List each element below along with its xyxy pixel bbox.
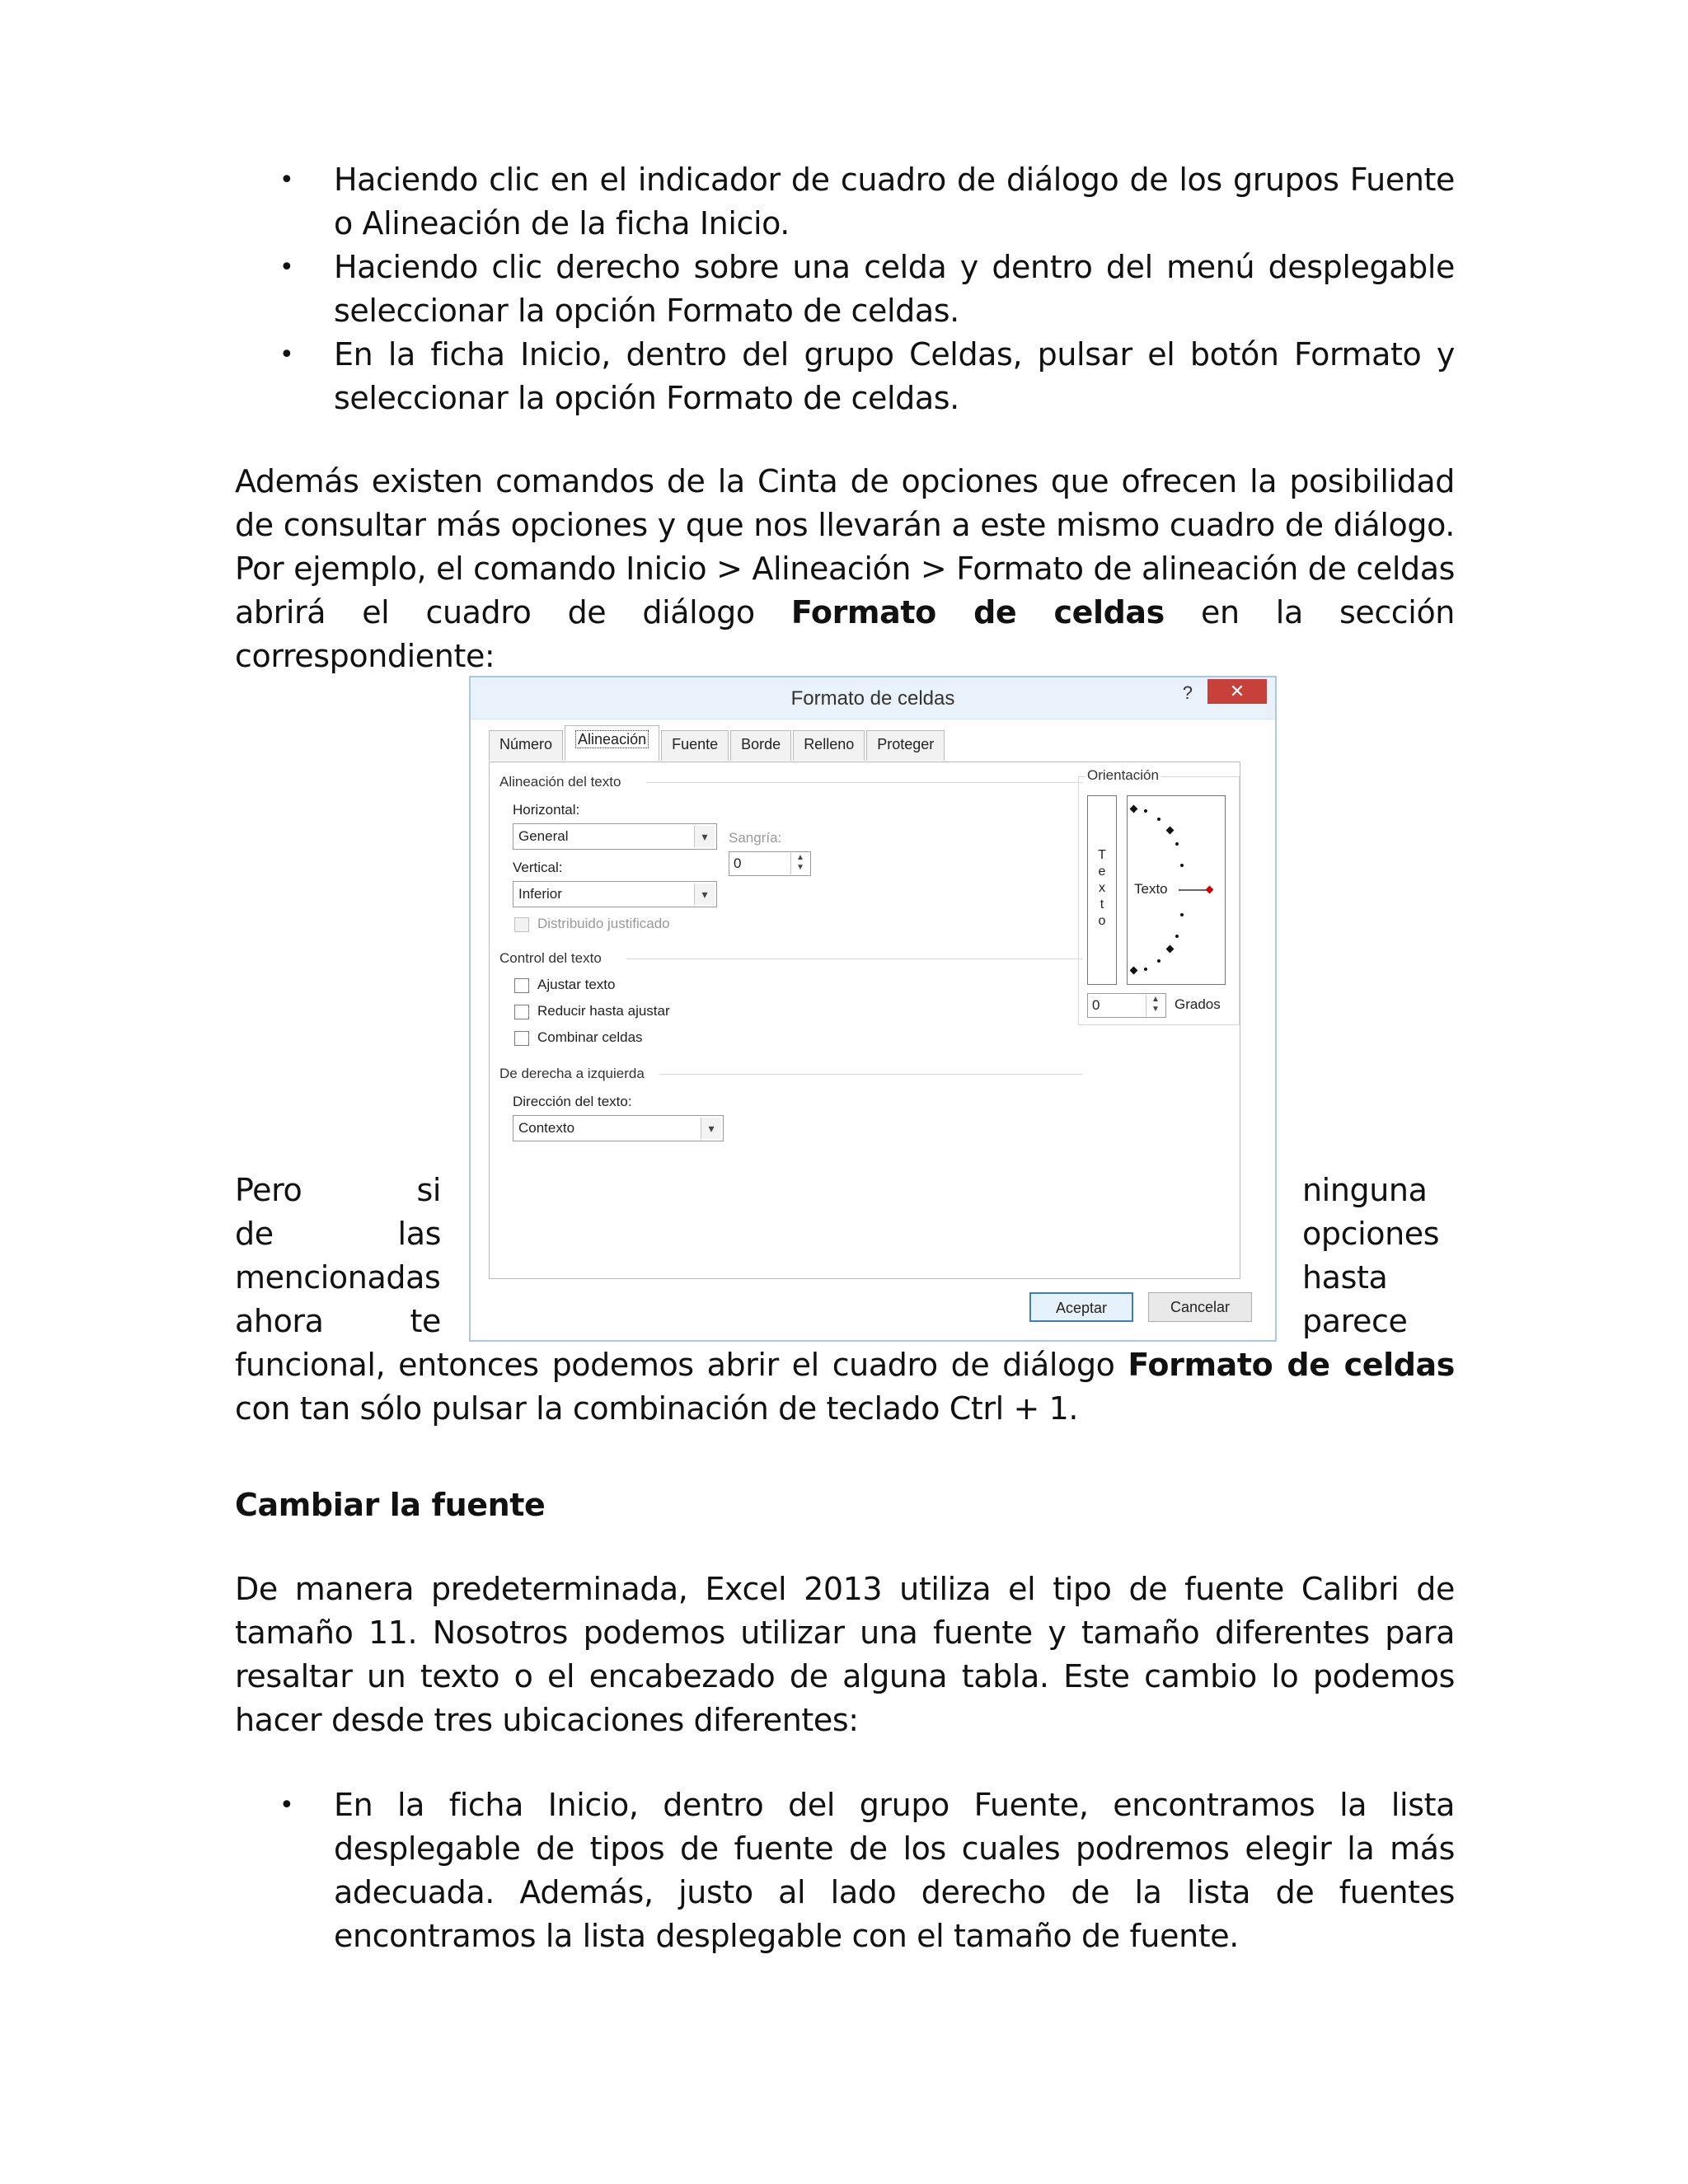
tab-proteger[interactable]: Proteger: [866, 730, 945, 761]
direction-label: Dirección del texto:: [513, 1094, 632, 1109]
dial-marker: [1130, 967, 1138, 975]
degrees-spinner[interactable]: 0 ▲ ▼: [1087, 993, 1166, 1018]
dial-dot: [1144, 968, 1147, 971]
horizontal-select[interactable]: General ▾: [513, 823, 717, 850]
dialog-tabs: [489, 730, 946, 761]
tab-fuente[interactable]: Fuente: [661, 730, 729, 761]
distributed-label: Distribuido justificado: [537, 916, 670, 931]
bullet-dot: •: [279, 340, 294, 369]
degrees-label: Grados: [1175, 996, 1221, 1012]
dial-dot: [1175, 935, 1179, 938]
spinner-arrows-icon[interactable]: ▲ ▼: [1146, 995, 1165, 1016]
vertical-label: Vertical:: [513, 860, 563, 875]
dial-dot: [1157, 818, 1160, 821]
merge-checkbox[interactable]: [514, 1031, 529, 1046]
wrap-line: ahora te: [235, 1303, 441, 1339]
section-heading: Cambiar la fuente: [235, 1487, 546, 1523]
dial-dot: [1180, 864, 1184, 867]
wrap-left-column: [235, 1169, 441, 1343]
dial-dot: [1144, 809, 1147, 813]
group-title-rtl: De derecha a izquierda: [499, 1066, 645, 1081]
divider: [626, 958, 1083, 959]
wrap-text-label: Ajustar texto: [537, 977, 616, 992]
orientation-group: [1078, 767, 1240, 1025]
dial-marker: [1166, 827, 1175, 835]
dial-text: Texto: [1134, 881, 1168, 897]
paragraph-intro: Además existen comandos de la Cinta de opciones que ofrecen la posibilidad de consultar más opciones y que nos llevarán a este mismo cuadro de diálogo. Por ejemplo, el comando Inicio > Alineación > Formato de alineación de celdas abrirá el cuadro de diálogo Formato de celdas en la sección correspondiente:: [235, 463, 1455, 674]
bullet-list-top: [279, 158, 1455, 420]
ok-button[interactable]: Aceptar: [1029, 1292, 1133, 1322]
paragraph-shortcut: funcional, entonces podemos abrir el cuadro de diálogo Formato de celdas con tan sólo pulsar la combinación de teclado Ctrl + 1.: [235, 1347, 1455, 1427]
divider: [646, 782, 1083, 783]
list-item: • En la ficha Inicio, dentro del grupo Celdas, pulsar el botón Formato y seleccionar la opción Formato de celdas.: [284, 333, 1455, 420]
tab-alineacion[interactable]: Alineación: [565, 725, 659, 761]
indent-label: Sangría:: [729, 830, 782, 846]
paragraph-font: De manera predeterminada, Excel 2013 utiliza el tipo de fuente Calibri de tamaño 11. Nosotros podemos utilizar una fuente y tamaño diferentes para resaltar un texto o el encabezado de alguna tabla. Este cambio lo podemos hacer desde tres ubicaciones diferentes:: [235, 1571, 1455, 1738]
wrap-text-checkbox[interactable]: [514, 978, 529, 993]
vertical-select[interactable]: Inferior ▾: [513, 881, 717, 907]
group-title-orientation: Orientación: [1087, 767, 1159, 783]
merge-label: Combinar celdas: [537, 1029, 643, 1045]
chevron-down-icon[interactable]: ▾: [694, 883, 715, 905]
direction-select[interactable]: Contexto ▾: [513, 1115, 724, 1141]
bullet-list-bottom: [279, 1783, 1455, 1958]
distributed-checkbox: [514, 917, 529, 932]
list-item: • Haciendo clic en el indicador de cuadro de diálogo de los grupos Fuente o Alineación de la ficha Inicio.: [284, 158, 1455, 246]
group-title-control: Control del texto: [499, 950, 602, 966]
wrap-line: mencionadas: [235, 1259, 441, 1296]
dialog-title: Formato de celdas: [790, 687, 955, 710]
cancel-button[interactable]: Cancelar: [1148, 1292, 1252, 1322]
divider: [659, 1074, 1083, 1075]
tab-relleno[interactable]: Relleno: [793, 730, 865, 761]
wrap-line: Pero si: [235, 1172, 441, 1208]
wrap-line: ninguna: [1302, 1172, 1428, 1208]
spinner-arrows-icon[interactable]: ▲ ▼: [790, 853, 809, 874]
dial-marker: [1166, 945, 1175, 954]
chevron-down-icon[interactable]: ▾: [694, 826, 715, 847]
wrap-line: opciones: [1302, 1216, 1440, 1252]
dial-handle[interactable]: [1206, 886, 1214, 894]
wrap-line: hasta: [1302, 1259, 1388, 1296]
close-button[interactable]: ✕: [1207, 679, 1267, 704]
shrink-label: Reducir hasta ajustar: [537, 1003, 670, 1019]
vertical-text-box[interactable]: T e x t o: [1087, 795, 1117, 985]
dial-dot: [1175, 842, 1179, 846]
chevron-down-icon[interactable]: ▾: [701, 1118, 721, 1139]
tab-numero[interactable]: Número: [489, 730, 563, 761]
dialog-titlebar: [471, 677, 1275, 719]
tab-borde[interactable]: Borde: [730, 730, 791, 761]
wrap-right-column: [1302, 1169, 1455, 1343]
orientation-dial[interactable]: [1127, 795, 1226, 985]
list-item: • En la ficha Inicio, dentro del grupo Fuente, encontramos la lista desplegable de tipos de fuente de los cuales podremos elegir la más adecuada. Además, justo al lado derecho de la lista de fuentes encontramos la lista desplegable con el tamaño de fuente.: [284, 1783, 1455, 1958]
wrap-line: parece: [1302, 1303, 1408, 1339]
bullet-dot: •: [279, 1791, 294, 1820]
horizontal-label: Horizontal:: [513, 802, 580, 818]
dial-marker: [1130, 805, 1138, 813]
format-cells-dialog: [469, 676, 1277, 1342]
list-item: • Haciendo clic derecho sobre una celda y dentro del menú desplegable seleccionar la opción Formato de celdas.: [284, 246, 1455, 333]
bullet-dot: •: [279, 253, 294, 282]
indent-spinner[interactable]: 0 ▲ ▼: [729, 851, 811, 876]
group-title-alignment: Alineación del texto: [499, 774, 621, 790]
help-icon[interactable]: ?: [1182, 682, 1193, 703]
bullet-dot: •: [279, 166, 294, 194]
dial-dot: [1180, 913, 1184, 916]
shrink-checkbox[interactable]: [514, 1005, 529, 1019]
dial-dot: [1157, 959, 1160, 963]
wrap-line: de las: [235, 1216, 441, 1252]
